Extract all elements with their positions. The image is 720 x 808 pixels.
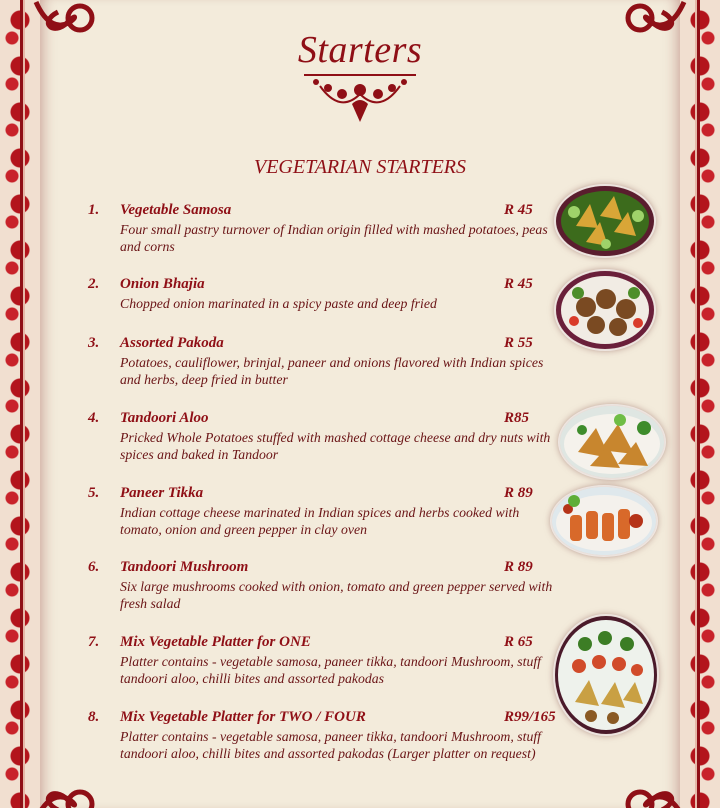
item-description: Chopped onion marinated in a spicy paste and deep fried	[120, 296, 437, 311]
item-price: R 45	[504, 202, 533, 218]
item-number: 7.	[88, 634, 100, 650]
item-description: Six large mushrooms cooked with onion, tomato and green pepper served with fresh salad	[120, 579, 553, 611]
item-name: Paneer Tikka	[120, 485, 204, 501]
vegetable-platter-photo	[555, 616, 657, 734]
title-flourish-icon	[300, 74, 420, 124]
item-price: R 55	[504, 335, 533, 351]
section-heading: VEGETARIAN STARTERS	[253, 156, 466, 178]
item-name: Assorted Pakoda	[120, 335, 224, 351]
item-number: 1.	[88, 202, 100, 218]
item-description: Four small pastry turnover of Indian origin filled with mashed potatoes, peas and corns	[120, 222, 548, 254]
item-number: 4.	[88, 410, 100, 426]
item-number: 5.	[88, 485, 100, 501]
item-description: Platter contains - vegetable samosa, paneer tikka, tandoori Mushroom, stuff tandoori aloo, chilli bites and assorted pakodas (Larger platter on request)	[120, 729, 542, 761]
item-number: 8.	[88, 709, 100, 725]
page-title: Starters	[297, 29, 423, 71]
item-price: R 89	[504, 485, 533, 501]
corner-ornament-icon	[614, 760, 692, 808]
item-name: Vegetable Samosa	[120, 202, 232, 218]
item-number: 6.	[88, 559, 100, 575]
item-name: Mix Vegetable Platter for ONE	[120, 634, 311, 650]
samosa-photo	[556, 186, 654, 256]
paneer-tikka-photo	[552, 487, 656, 555]
onion-bhajia-photo	[556, 271, 654, 349]
item-name: Mix Vegetable Platter for TWO / FOUR	[120, 709, 366, 725]
item-number: 3.	[88, 335, 100, 351]
item-name: Onion Bhajia	[120, 276, 205, 292]
item-name: Tandoori Aloo	[120, 410, 209, 426]
item-description: Indian cottage cheese marinated in Indian spices and herbs cooked with tomato, onion and green pepper in clay oven	[120, 505, 520, 537]
item-price: R85	[504, 410, 530, 426]
tandoori-aloo-photo	[560, 406, 664, 478]
item-price: R 65	[504, 634, 533, 650]
corner-ornament-icon	[28, 760, 106, 808]
item-name: Tandoori Mushroom	[120, 559, 249, 575]
item-description: Pricked Whole Potatoes stuffed with mashed cottage cheese and dry nuts with spices and baked in Tandoor	[120, 430, 551, 462]
item-number: 2.	[88, 276, 100, 292]
item-price: R 45	[504, 276, 533, 292]
item-description: Platter contains - vegetable samosa, paneer tikka, tandoori Mushroom, stuff tandoori aloo, chilli bites and assorted pakodas	[120, 654, 542, 686]
item-description: Potatoes, cauliflower, brinjal, paneer and onions flavored with Indian spices and herbs, deep fried in butter	[120, 355, 544, 387]
item-price: R99/165	[504, 709, 556, 725]
item-price: R 89	[504, 559, 533, 575]
